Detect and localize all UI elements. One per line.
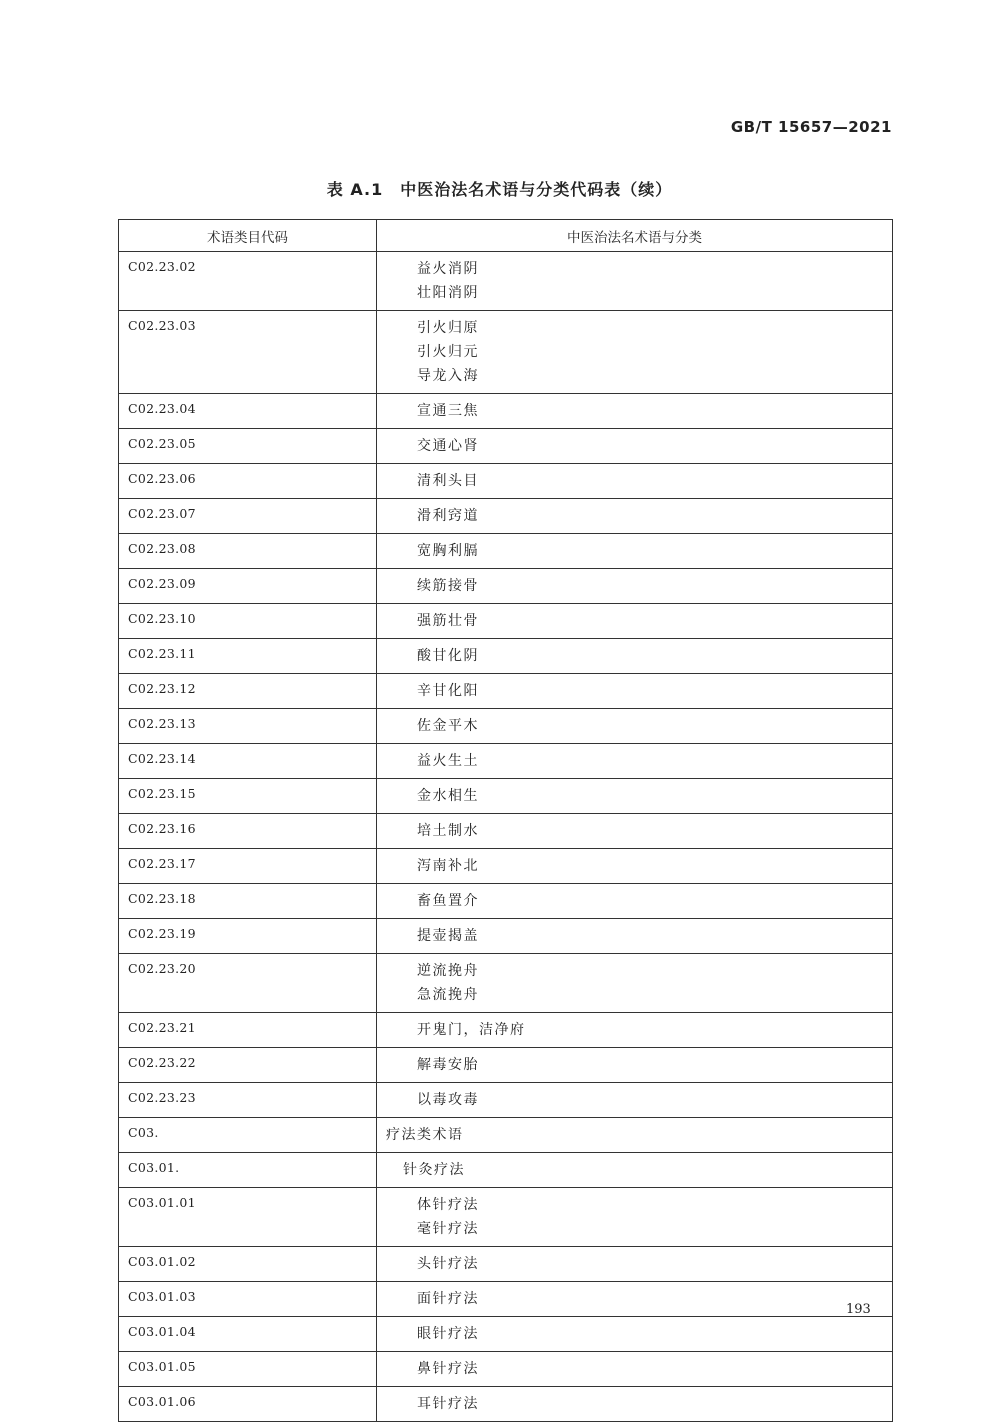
term-name: 泻南补北 <box>417 858 479 874</box>
table-row <box>119 569 893 604</box>
term-name: 宣通三焦 <box>417 403 479 419</box>
table-row <box>119 1048 893 1083</box>
term-cell <box>377 1153 893 1188</box>
category-code: C02.23.20 <box>119 954 377 1013</box>
table-row <box>119 1153 893 1188</box>
table-row <box>119 1387 893 1422</box>
category-code: C02.23.16 <box>119 814 377 849</box>
table-row <box>119 1013 893 1048</box>
term-cell <box>377 1282 893 1317</box>
term-name: 畜鱼置介 <box>417 893 479 909</box>
category-code: C03.01.05 <box>119 1352 377 1387</box>
table-row <box>119 884 893 919</box>
category-code: C02.23.05 <box>119 429 377 464</box>
table-row <box>119 1317 893 1352</box>
term-cell <box>377 849 893 884</box>
table-row <box>119 1282 893 1317</box>
category-code: C02.23.13 <box>119 709 377 744</box>
term-name: 引火归元 <box>417 344 479 360</box>
table-row <box>119 429 893 464</box>
term-name: 面针疗法 <box>417 1291 479 1307</box>
category-code: C02.23.19 <box>119 919 377 954</box>
category-code: C02.23.11 <box>119 639 377 674</box>
category-code: C02.23.07 <box>119 499 377 534</box>
term-name: 解毒安胎 <box>417 1057 479 1073</box>
category-code: C02.23.06 <box>119 464 377 499</box>
category-code: C02.23.14 <box>119 744 377 779</box>
category-code: C02.23.09 <box>119 569 377 604</box>
term-name: 引火归原 <box>417 320 479 336</box>
category-code: C02.23.12 <box>119 674 377 709</box>
term-cell <box>377 1247 893 1282</box>
category-code: C02.23.18 <box>119 884 377 919</box>
table-title: 表 A.1 中医治法名术语与分类代码表（续） <box>326 180 673 199</box>
term-name: 以毒攻毒 <box>417 1092 479 1108</box>
category-code: C02.23.22 <box>119 1048 377 1083</box>
category-code: C02.23.04 <box>119 394 377 429</box>
category-code: C02.23.02 <box>119 252 377 311</box>
term-cell <box>377 919 893 954</box>
term-name: 宽胸利膈 <box>417 543 479 559</box>
term-name: 益火消阴 <box>417 261 479 277</box>
term-name: 清利头目 <box>417 473 479 489</box>
term-name: 鼻针疗法 <box>417 1361 479 1377</box>
table-row <box>119 779 893 814</box>
category-code: C02.23.03 <box>119 311 377 394</box>
term-cell <box>377 569 893 604</box>
code-column-header: 术语类目代码 <box>119 220 377 252</box>
table-row <box>119 1247 893 1282</box>
term-cell <box>377 1317 893 1352</box>
term-name: 佐金平木 <box>417 718 479 734</box>
category-code: C02.23.23 <box>119 1083 377 1118</box>
table-row <box>119 814 893 849</box>
table-row <box>119 1188 893 1247</box>
term-cell <box>377 1013 893 1048</box>
term-cell <box>377 744 893 779</box>
table-header-row <box>119 220 893 252</box>
table-row <box>119 674 893 709</box>
term-cell <box>377 1083 893 1118</box>
table-row <box>119 709 893 744</box>
term-name: 滑利窍道 <box>417 508 479 524</box>
term-cell <box>377 1188 893 1247</box>
category-code: C03.01. <box>119 1153 377 1188</box>
category-code: C03.01.03 <box>119 1282 377 1317</box>
category-code: C03. <box>119 1118 377 1153</box>
term-cell <box>377 499 893 534</box>
term-cell <box>377 1118 893 1153</box>
term-name: 导龙入海 <box>417 368 479 384</box>
term-name: 头针疗法 <box>417 1256 479 1272</box>
terms-table <box>118 219 893 1422</box>
term-name: 金水相生 <box>417 788 479 804</box>
table-row <box>119 849 893 884</box>
term-cell <box>377 464 893 499</box>
table-row <box>119 311 893 394</box>
term-name: 培土制水 <box>417 823 479 839</box>
table-row <box>119 1352 893 1387</box>
page-number: 193 <box>846 1302 871 1317</box>
term-cell <box>377 429 893 464</box>
term-name: 壮阳消阴 <box>417 285 479 301</box>
table-row <box>119 744 893 779</box>
category-code: C02.23.17 <box>119 849 377 884</box>
table-row <box>119 252 893 311</box>
term-name: 强筋壮骨 <box>417 613 479 629</box>
term-cell <box>377 1048 893 1083</box>
term-cell <box>377 1387 893 1422</box>
term-cell <box>377 779 893 814</box>
category-code: C03.01.02 <box>119 1247 377 1282</box>
term-cell <box>377 311 893 394</box>
term-name: 交通心肾 <box>417 438 479 454</box>
category-code: C03.01.04 <box>119 1317 377 1352</box>
term-name: 逆流挽舟 <box>417 963 479 979</box>
table-row <box>119 639 893 674</box>
term-name: 眼针疗法 <box>417 1326 479 1342</box>
term-cell <box>377 1352 893 1387</box>
table-row <box>119 919 893 954</box>
term-name: 续筋接骨 <box>417 578 479 594</box>
table-row <box>119 604 893 639</box>
term-name: 毫针疗法 <box>417 1221 479 1237</box>
category-code: C02.23.08 <box>119 534 377 569</box>
term-cell <box>377 604 893 639</box>
term-name: 辛甘化阳 <box>417 683 479 699</box>
term-name: 益火生土 <box>417 753 479 769</box>
term-name: 急流挽舟 <box>417 987 479 1003</box>
term-column-header: 中医治法名术语与分类 <box>377 220 893 252</box>
table-row <box>119 464 893 499</box>
category-code: C02.23.21 <box>119 1013 377 1048</box>
term-name: 开鬼门，洁净府 <box>417 1022 526 1038</box>
term-cell <box>377 252 893 311</box>
category-code: C02.23.10 <box>119 604 377 639</box>
term-name: 疗法类术语 <box>386 1127 464 1143</box>
term-cell <box>377 709 893 744</box>
term-name: 体针疗法 <box>417 1197 479 1213</box>
standard-number: GB/T 15657—2021 <box>730 118 892 136</box>
term-name: 提壶揭盖 <box>417 928 479 944</box>
table-row <box>119 954 893 1013</box>
table-row <box>119 1083 893 1118</box>
table-row <box>119 499 893 534</box>
term-name: 针灸疗法 <box>403 1162 465 1178</box>
term-cell <box>377 954 893 1013</box>
term-cell <box>377 884 893 919</box>
term-cell <box>377 639 893 674</box>
term-cell <box>377 674 893 709</box>
table-row <box>119 534 893 569</box>
term-name: 耳针疗法 <box>417 1396 479 1412</box>
term-name: 酸甘化阴 <box>417 648 479 664</box>
table-row <box>119 1118 893 1153</box>
term-cell <box>377 814 893 849</box>
category-code: C02.23.15 <box>119 779 377 814</box>
category-code: C03.01.06 <box>119 1387 377 1422</box>
table-row <box>119 394 893 429</box>
category-code: C03.01.01 <box>119 1188 377 1247</box>
term-cell <box>377 394 893 429</box>
term-cell <box>377 534 893 569</box>
table-body <box>119 252 893 1422</box>
